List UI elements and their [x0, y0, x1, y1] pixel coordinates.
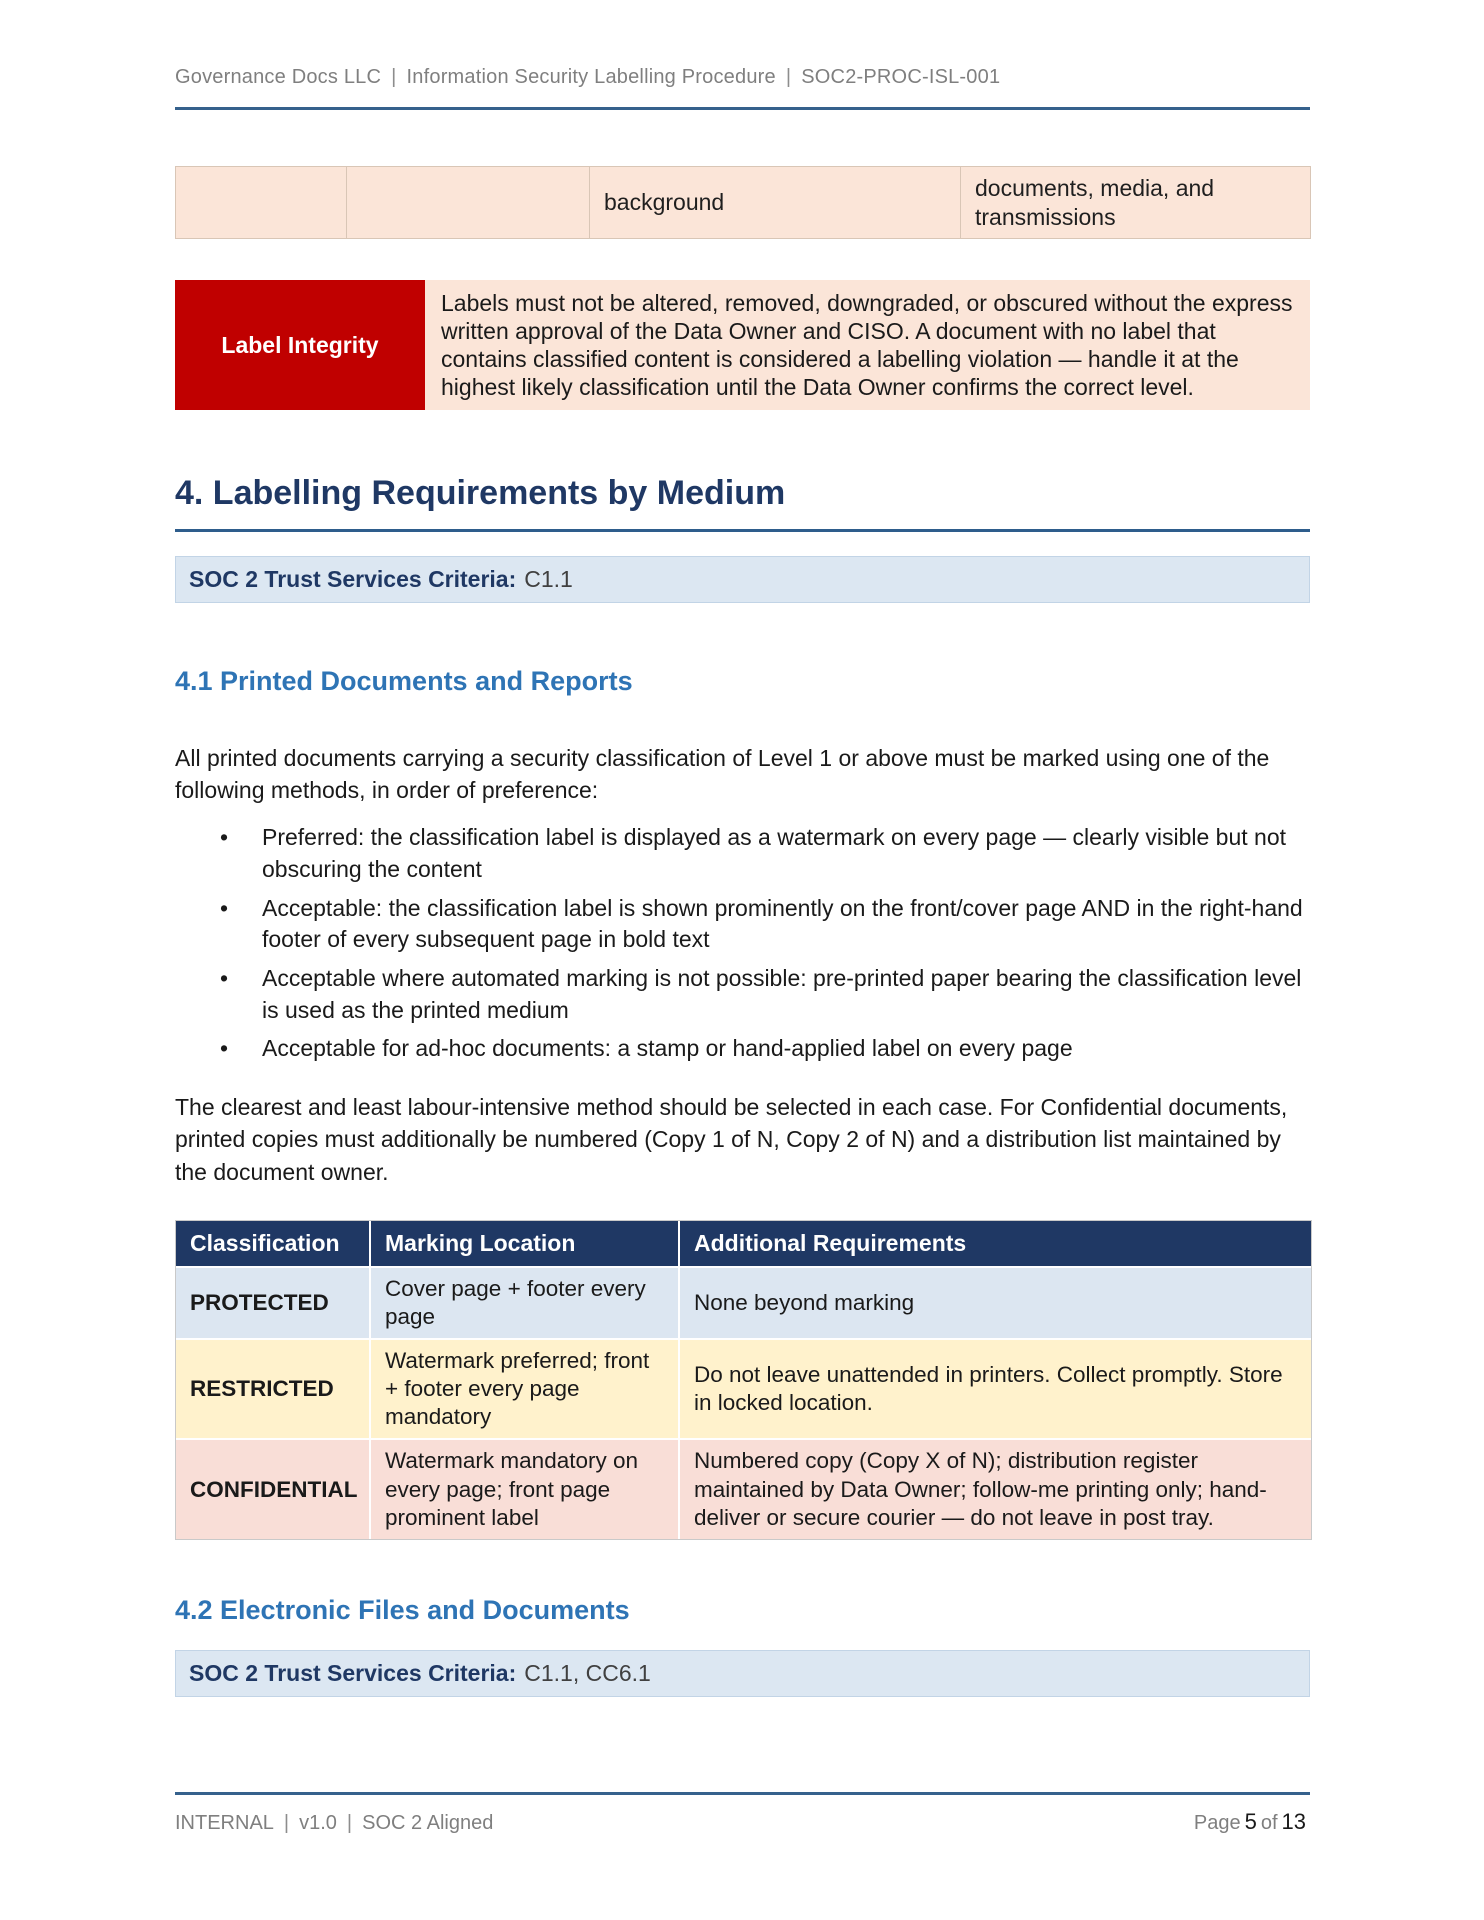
- list-item-text: Acceptable: the classification label is shown prominently on the front/cover page AND in the right-hand footer of every subsequent page in bold text: [262, 894, 1303, 953]
- callout-title: Label Integrity: [175, 280, 425, 410]
- outro-paragraph: The clearest and least labour-intensive method should be selected in each case. For Confidential documents, printed copies must additionally be numbered (Copy 1 of N, Copy 2 of N) and a distribution list maintained by the document owner.: [175, 1094, 1288, 1185]
- marking-location-cell: Watermark preferred; front + footer every page mandatory: [369, 1338, 678, 1438]
- additional-requirements-cell: None beyond marking: [678, 1266, 1311, 1338]
- label-integrity-callout: [175, 280, 1310, 410]
- list-item-text: Acceptable where automated marking is not possible: pre-printed paper bearing the classification level is used as the printed medium: [262, 964, 1302, 1023]
- marking-requirements-table: [175, 1220, 1312, 1540]
- column-header-marking-location: Marking Location: [369, 1221, 678, 1266]
- list-item: [175, 893, 1310, 956]
- intro-paragraph: All printed documents carrying a security classification of Level 1 or above must be marked using one of the following methods, in order of preference:: [175, 744, 1270, 803]
- page-of-label: of: [1260, 1812, 1278, 1834]
- footer-alignment: SOC 2 Aligned: [362, 1812, 494, 1834]
- footer-separator: |: [283, 1812, 290, 1834]
- footer-classification: INTERNAL: [175, 1812, 274, 1834]
- soc-criteria-bar-1: [175, 556, 1310, 603]
- header-doc-title: Information Security Labelling Procedure: [406, 66, 776, 88]
- list-item: [175, 1033, 1310, 1065]
- header-company: Governance Docs LLC: [175, 66, 382, 88]
- marking-location-cell: Cover page + footer every page: [369, 1266, 678, 1338]
- additional-requirements-cell: Numbered copy (Copy X of N); distribution register maintained by Data Owner; follow-me printing only; hand-deliver or secure courier — do not leave in post tray.: [678, 1438, 1311, 1538]
- list-item-text: Acceptable for ad-hoc documents: a stamp or hand-applied label on every page: [262, 1035, 1073, 1062]
- table-cell-background: background: [590, 167, 961, 239]
- classification-cell: RESTRICTED: [176, 1338, 369, 1438]
- list-item: [175, 822, 1310, 885]
- page-number: [1194, 1809, 1310, 1835]
- table-cell-empty: [176, 167, 347, 239]
- callout-body: Labels must not be altered, removed, downgraded, or obscured without the express written approval of the Data Owner and CISO. A document with no label that contains classified content is considered a labelling violation — handle it at the highest likely classification until the Data Owner confirms the correct level.: [425, 280, 1310, 410]
- classification-cell: CONFIDENTIAL: [176, 1438, 369, 1538]
- soc-criteria-label: SOC 2 Trust Services Criteria:: [189, 566, 517, 593]
- section-heading-4: 4. Labelling Requirements by Medium: [175, 474, 1310, 532]
- header-doc-id: SOC2-PROC-ISL-001: [801, 66, 1001, 88]
- table-row: [176, 167, 1311, 239]
- classification-cell: PROTECTED: [176, 1266, 369, 1338]
- column-header-additional-requirements: Additional Requirements: [678, 1221, 1311, 1266]
- table-row-protected: [176, 1266, 1311, 1338]
- list-item: [175, 963, 1310, 1026]
- marking-methods-list: [175, 822, 1310, 1065]
- marking-location-cell: Watermark mandatory on every page; front page prominent label: [369, 1438, 678, 1538]
- footer-separator: |: [346, 1812, 353, 1834]
- table-cell-empty: [347, 167, 590, 239]
- table-cell-examples: documents, media, and transmissions: [961, 167, 1311, 239]
- classification-table-continuation: [175, 166, 1311, 239]
- page-label: Page: [1193, 1812, 1241, 1834]
- subsection-heading-4-1: 4.1 Printed Documents and Reports: [175, 666, 633, 697]
- list-item-text: Preferred: the classification label is displayed as a watermark on every page — clearly visible but not obscuring the content: [262, 824, 1286, 882]
- table-row-confidential: [176, 1438, 1311, 1538]
- soc-criteria-bar-2: [175, 1650, 1310, 1697]
- soc-criteria-label: SOC 2 Trust Services Criteria:: [189, 1660, 517, 1687]
- table-row-restricted: [176, 1338, 1311, 1438]
- footer-left: [175, 1812, 493, 1835]
- header-separator: |: [785, 66, 792, 88]
- table-header-row: [176, 1221, 1311, 1266]
- page-number-total: 13: [1281, 1809, 1306, 1834]
- page-number-current: 5: [1244, 1809, 1257, 1834]
- header-separator: |: [391, 66, 397, 88]
- page-header: [175, 66, 1310, 110]
- soc-criteria-value: C1.1, CC6.1: [524, 1660, 651, 1687]
- page-footer: [175, 1792, 1310, 1835]
- column-header-classification: Classification: [176, 1221, 369, 1266]
- footer-version: v1.0: [299, 1812, 337, 1834]
- subsection-heading-4-2: 4.2 Electronic Files and Documents: [175, 1594, 630, 1625]
- soc-criteria-value: C1.1: [524, 566, 573, 593]
- additional-requirements-cell: Do not leave unattended in printers. Collect promptly. Store in locked location.: [678, 1338, 1311, 1438]
